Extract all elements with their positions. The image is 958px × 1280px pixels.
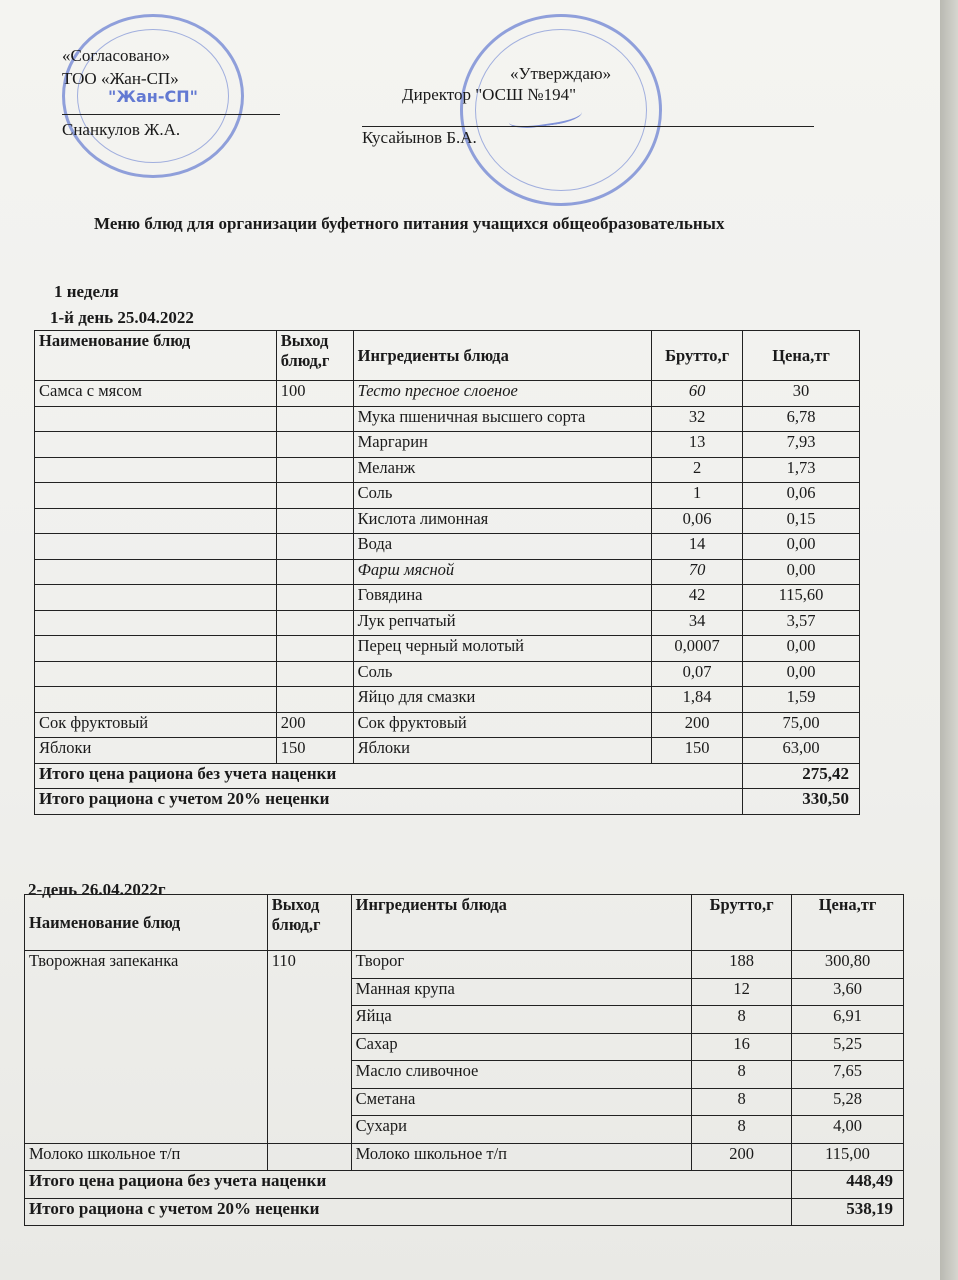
cell-ingredient: Соль	[353, 483, 652, 509]
cell-price: 0,00	[743, 661, 860, 687]
header-brutto: Брутто,г	[652, 331, 743, 381]
cell-brutto: 12	[692, 978, 792, 1006]
cell-dish	[35, 559, 277, 585]
milk-dish: Молоко школьное т/п	[25, 1143, 268, 1171]
cell-price: 6,78	[743, 406, 860, 432]
milk-row	[25, 1143, 904, 1171]
cell-price: 7,93	[743, 432, 860, 458]
cell-brutto: 8	[692, 1088, 792, 1116]
cell-ingredient: Сок фруктовый	[353, 712, 652, 738]
milk-brutto: 200	[692, 1143, 792, 1171]
cell-price: 0,06	[743, 483, 860, 509]
total-row	[35, 763, 860, 789]
header-yield: Выход блюд,г	[276, 331, 353, 381]
cell-price: 63,00	[743, 738, 860, 764]
cell-brutto: 42	[652, 585, 743, 611]
cell-brutto: 60	[652, 381, 743, 407]
cell-brutto: 8	[692, 1116, 792, 1144]
cell-dish	[35, 508, 277, 534]
cell-ingredient: Яблоки	[353, 738, 652, 764]
cell-dish	[35, 661, 277, 687]
cell-brutto: 200	[652, 712, 743, 738]
cell-ingredient: Кислота лимонная	[353, 508, 652, 534]
cell-ingredient: Вода	[353, 534, 652, 560]
cell-dish	[35, 687, 277, 713]
cell-brutto: 1,84	[652, 687, 743, 713]
table-header-row	[35, 331, 860, 381]
total-label: Итого цена рациона без учета наценки	[35, 763, 743, 789]
cell-price: 30	[743, 381, 860, 407]
header-dish: Наименование блюд	[35, 331, 277, 381]
cell-yield: 150	[276, 738, 353, 764]
header-price: Цена,тг	[792, 895, 904, 951]
cell-ingredient: Соль	[353, 661, 652, 687]
cell-brutto: 14	[652, 534, 743, 560]
total-markup-label: Итого рациона с учетом 20% неценки	[25, 1198, 792, 1226]
header-brutto: Брутто,г	[692, 895, 792, 951]
cell-yield	[276, 636, 353, 662]
table-header-row	[25, 895, 904, 951]
table-row	[35, 687, 860, 713]
cell-ingredient: Сухари	[351, 1116, 691, 1144]
table-row	[25, 951, 904, 979]
table-row	[35, 534, 860, 560]
cell-brutto: 16	[692, 1033, 792, 1061]
cell-brutto: 0,07	[652, 661, 743, 687]
cell-brutto: 0,06	[652, 508, 743, 534]
approval-left-company: ТОО «Жан-СП»	[62, 69, 179, 88]
cell-ingredient: Сахар	[351, 1033, 691, 1061]
cell-yield: 110	[267, 951, 351, 1144]
cell-yield	[276, 585, 353, 611]
cell-price: 4,00	[792, 1116, 904, 1144]
approval-right-heading: «Утверждаю»	[510, 64, 612, 83]
cell-yield: 100	[276, 381, 353, 407]
header-ingredients: Ингредиенты блюда	[351, 895, 691, 951]
cell-brutto: 150	[652, 738, 743, 764]
approval-left-block	[62, 44, 180, 141]
cell-yield	[276, 457, 353, 483]
cell-price: 0,00	[743, 636, 860, 662]
cell-brutto: 2	[652, 457, 743, 483]
cell-brutto: 34	[652, 610, 743, 636]
day2-menu-table	[24, 894, 904, 1226]
cell-dish: Творожная запеканка	[25, 951, 268, 1144]
cell-price: 0,15	[743, 508, 860, 534]
cell-brutto: 0,0007	[652, 636, 743, 662]
signature-line-right	[362, 126, 814, 127]
cell-brutto: 8	[692, 1061, 792, 1089]
cell-brutto: 8	[692, 1006, 792, 1034]
cell-ingredient: Фарш мясной	[353, 559, 652, 585]
signature-line-left	[62, 114, 280, 115]
table-row	[35, 508, 860, 534]
cell-ingredient: Маргарин	[353, 432, 652, 458]
day1-label: 1-й день 25.04.2022	[50, 308, 194, 327]
cell-yield	[276, 483, 353, 509]
cell-dish	[35, 636, 277, 662]
cell-yield	[276, 687, 353, 713]
cell-price: 7,65	[792, 1061, 904, 1089]
cell-price: 0,00	[743, 559, 860, 585]
table-row	[35, 406, 860, 432]
cell-price: 6,91	[792, 1006, 904, 1034]
cell-dish	[35, 432, 277, 458]
table-row	[35, 585, 860, 611]
cell-dish	[35, 585, 277, 611]
cell-price: 5,25	[792, 1033, 904, 1061]
cell-ingredient: Меланж	[353, 457, 652, 483]
cell-brutto: 70	[652, 559, 743, 585]
stamp-text: "Жан-СП"	[108, 86, 198, 106]
table-row	[35, 381, 860, 407]
cell-ingredient: Масло сливочное	[351, 1061, 691, 1089]
cell-ingredient: Манная крупа	[351, 978, 691, 1006]
cell-brutto: 1	[652, 483, 743, 509]
cell-ingredient: Творог	[351, 951, 691, 979]
cell-dish	[35, 610, 277, 636]
milk-ingredient: Молоко школьное т/п	[351, 1143, 691, 1171]
cell-yield	[276, 661, 353, 687]
cell-ingredient: Яйцо для смазки	[353, 687, 652, 713]
cell-price: 75,00	[743, 712, 860, 738]
cell-price: 115,60	[743, 585, 860, 611]
cell-ingredient: Мука пшеничная высшего сорта	[353, 406, 652, 432]
milk-yield	[267, 1143, 351, 1171]
header-dish: Наименование блюд	[25, 895, 268, 951]
header-ingredients: Ингредиенты блюда	[353, 331, 652, 381]
day2-label: 2-день 26.04.2022г	[28, 880, 166, 899]
approval-left-person: Снанкулов Ж.А.	[62, 120, 181, 139]
cell-ingredient: Тесто пресное слоеное	[353, 381, 652, 407]
cell-brutto: 188	[692, 951, 792, 979]
cell-ingredient: Яйца	[351, 1006, 691, 1034]
header-price: Цена,тг	[743, 331, 860, 381]
cell-yield: 200	[276, 712, 353, 738]
cell-yield	[276, 534, 353, 560]
week-label: 1 неделя	[54, 282, 119, 301]
cell-yield	[276, 559, 353, 585]
approval-right-person: Кусайынов Б.А.	[362, 128, 477, 147]
cell-dish	[35, 406, 277, 432]
cell-ingredient: Сметана	[351, 1088, 691, 1116]
cell-dish	[35, 534, 277, 560]
cell-dish	[35, 483, 277, 509]
cell-yield	[276, 432, 353, 458]
table-row	[35, 432, 860, 458]
cell-dish	[35, 457, 277, 483]
total-markup-row	[35, 789, 860, 815]
table-row	[35, 738, 860, 764]
table-row	[35, 457, 860, 483]
total-markup-value: 330,50	[743, 789, 860, 815]
table-row	[35, 559, 860, 585]
cell-yield	[276, 508, 353, 534]
milk-price: 115,00	[792, 1143, 904, 1171]
table-row	[35, 610, 860, 636]
total-markup-label: Итого рациона с учетом 20% неценки	[35, 789, 743, 815]
table-row	[35, 712, 860, 738]
table-row	[35, 661, 860, 687]
cell-price: 5,28	[792, 1088, 904, 1116]
cell-dish: Сок фруктовый	[35, 712, 277, 738]
cell-yield	[276, 406, 353, 432]
desk-background	[940, 0, 958, 1280]
document-title: Меню блюд для организации буфетного питания учащихся общеобразовательных	[94, 214, 725, 233]
cell-price: 3,60	[792, 978, 904, 1006]
cell-price: 300,80	[792, 951, 904, 979]
cell-ingredient: Перец черный молотый	[353, 636, 652, 662]
total-value: 275,42	[743, 763, 860, 789]
cell-dish: Яблоки	[35, 738, 277, 764]
cell-ingredient: Лук репчатый	[353, 610, 652, 636]
cell-price: 1,73	[743, 457, 860, 483]
day1-menu-table	[34, 330, 860, 815]
table-row	[35, 636, 860, 662]
cell-brutto: 13	[652, 432, 743, 458]
approval-right-position: Директор "ОСШ №194"	[402, 85, 577, 104]
cell-brutto: 32	[652, 406, 743, 432]
cell-dish: Самса с мясом	[35, 381, 277, 407]
approval-left-heading: «Согласовано»	[62, 46, 170, 65]
total-value: 448,49	[792, 1171, 904, 1199]
table-row	[35, 483, 860, 509]
total-label: Итого цена рациона без учета наценки	[25, 1171, 792, 1199]
total-row	[25, 1171, 904, 1199]
cell-price: 0,00	[743, 534, 860, 560]
total-markup-row	[25, 1198, 904, 1226]
cell-price: 3,57	[743, 610, 860, 636]
cell-yield	[276, 610, 353, 636]
total-markup-value: 538,19	[792, 1198, 904, 1226]
cell-ingredient: Говядина	[353, 585, 652, 611]
cell-price: 1,59	[743, 687, 860, 713]
header-yield: Выход блюд,г	[267, 895, 351, 951]
